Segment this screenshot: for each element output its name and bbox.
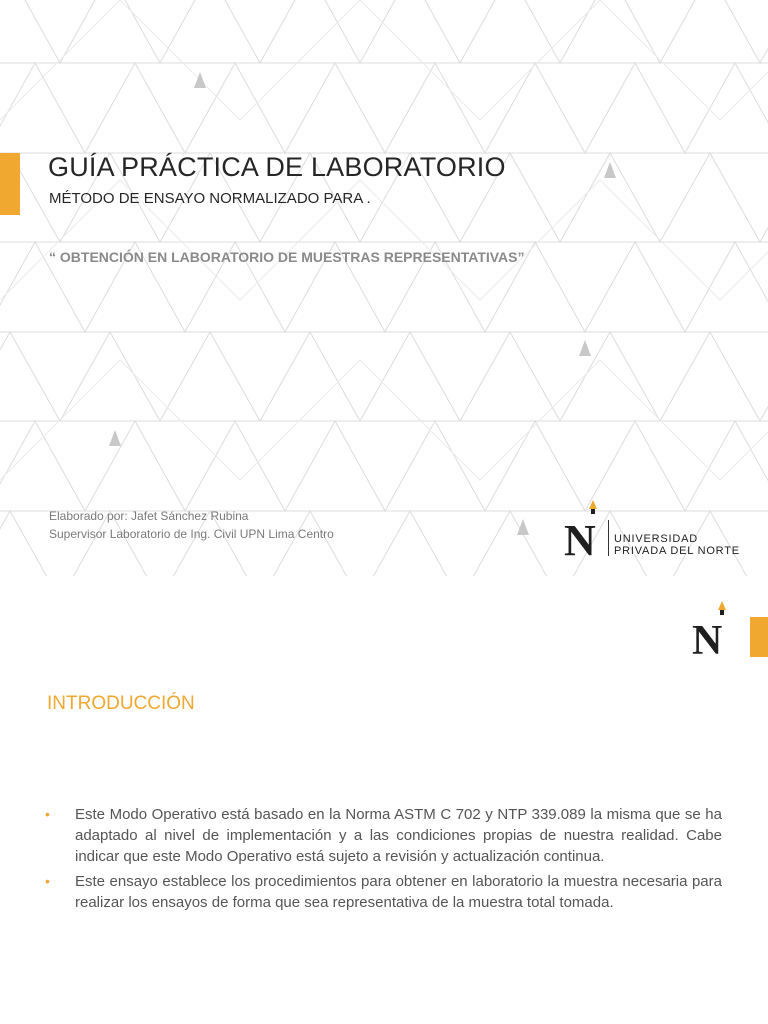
upn-logo-mark-icon bbox=[562, 497, 606, 561]
list-item bbox=[45, 871, 722, 913]
logo-divider bbox=[608, 520, 609, 556]
slide-quote: “ OBTENCIÓN EN LABORATORIO DE MUESTRAS REPRESENTATIVAS” bbox=[49, 249, 525, 265]
accent-bar bbox=[750, 617, 768, 657]
bullet-icon: • bbox=[45, 873, 50, 889]
logo-mark-text: N bbox=[692, 618, 723, 660]
introduction-slide bbox=[0, 576, 768, 1024]
list-item bbox=[45, 804, 722, 867]
bullet-list bbox=[45, 804, 722, 917]
slide-subtitle: MÉTODO DE ENSAYO NORMALIZADO PARA . bbox=[49, 190, 371, 207]
logo-line1: UNIVERSIDAD bbox=[614, 533, 698, 545]
upn-logo-mark-icon bbox=[690, 598, 734, 660]
bullet-icon: • bbox=[45, 806, 50, 822]
author-role: Supervisor Laboratorio de Ing. Civil UPN Lima Centro bbox=[49, 527, 334, 541]
bullet-text: Este Modo Operativo está basado en la Norma ASTM C 702 y NTP 339.089 la misma que se ha adaptado al nivel de implementación y a las condiciones propias de nuestra realidad. Cabe indicar que este Modo Operativo está sujeto a revisión y actualización continua. bbox=[75, 806, 722, 865]
section-heading: INTRODUCCIÓN bbox=[47, 693, 195, 714]
accent-bar bbox=[0, 153, 20, 215]
upn-logo bbox=[562, 497, 752, 561]
author-name: Elaborado por: Jafet Sánchez Rubina bbox=[49, 509, 249, 523]
logo-wordmark bbox=[614, 533, 740, 557]
author-block bbox=[49, 507, 334, 543]
slide-title: GUÍA PRÁCTICA DE LABORATORIO bbox=[48, 152, 506, 182]
bullet-text: Este ensayo establece los procedimientos para obtener en laboratorio la muestra necesaria para realizar los ensayos de forma que sea representativa de la muestra total tomada. bbox=[75, 873, 722, 911]
logo-mark-text: N bbox=[564, 516, 596, 561]
logo-line2: PRIVADA DEL NORTE bbox=[614, 545, 740, 557]
